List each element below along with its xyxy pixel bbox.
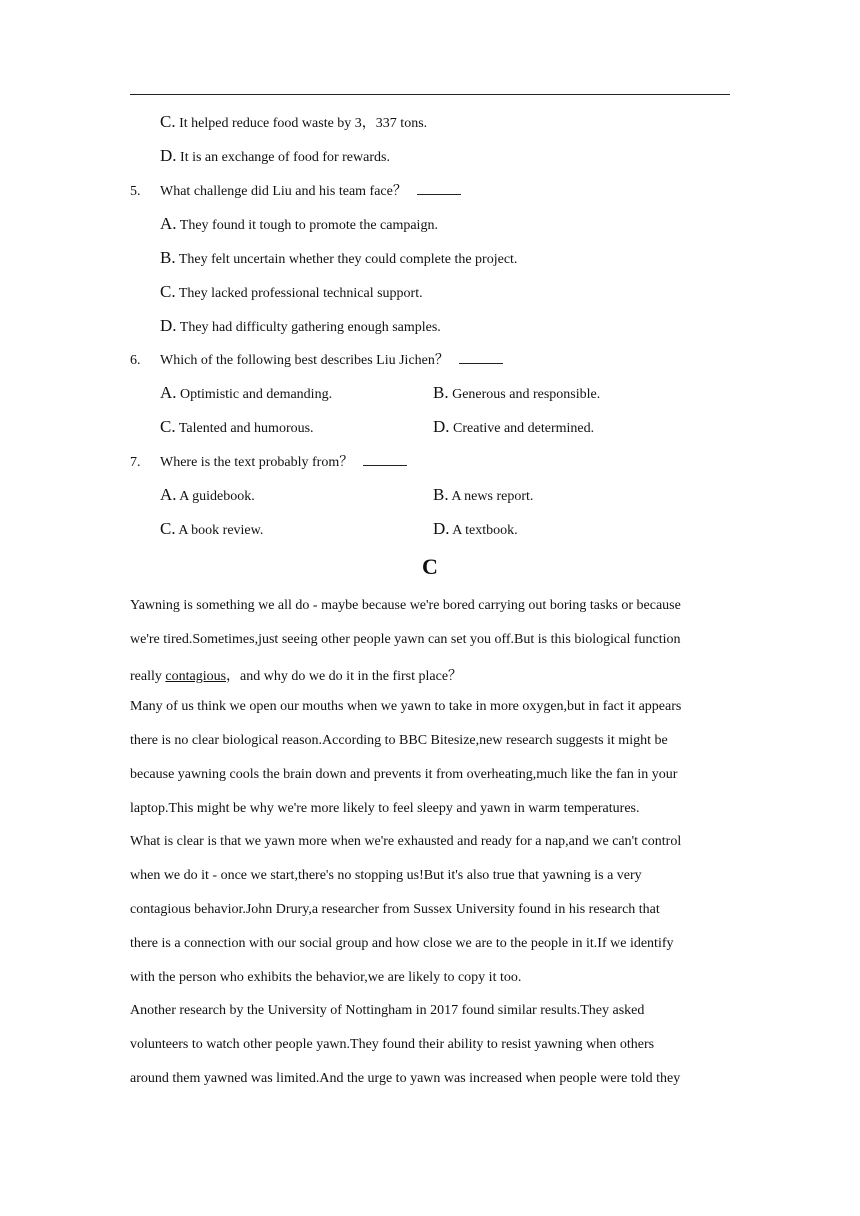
- passage-text: ，and why do we do it in the first place？: [226, 669, 463, 684]
- option-a: [160, 214, 438, 234]
- answer-blank[interactable]: [459, 353, 503, 364]
- passage-line: [130, 665, 730, 685]
- option-letter: D.: [160, 146, 177, 165]
- option-a: [160, 485, 255, 505]
- option-c: [160, 282, 423, 302]
- passage-line: Yawning is something we all do - maybe because we're bored carrying out boring tasks or because: [130, 598, 681, 613]
- underlined-word: contagious: [165, 669, 227, 684]
- option-text: They found it tough to promote the campaign.: [179, 218, 438, 233]
- question-5: [130, 180, 461, 200]
- option-b: [160, 248, 517, 268]
- passage-line: Another research by the University of Nottingham in 2017 found similar results.They asked: [130, 1003, 645, 1018]
- option-text: A book review.: [178, 523, 264, 538]
- option-b: [433, 485, 533, 505]
- passage-line: because yawning cools the brain down and prevents it from overheating,much like the fan in your: [130, 767, 678, 782]
- option-text: A guidebook.: [179, 489, 255, 504]
- option-letter: B.: [433, 383, 449, 402]
- question-text: Where is the text probably from？: [160, 455, 354, 470]
- option-letter: A.: [160, 383, 177, 402]
- option-letter: C.: [160, 282, 176, 301]
- option-letter: B.: [433, 485, 449, 504]
- passage-line: with the person who exhibits the behavior,we are likely to copy it too.: [130, 970, 522, 985]
- question-number: 5.: [130, 184, 141, 199]
- option-text: It helped reduce food waste by 3，337 tons.: [179, 116, 428, 131]
- option-c: [160, 519, 263, 539]
- option-letter: A.: [160, 485, 177, 504]
- passage-line: contagious behavior.John Drury,a researcher from Sussex University found in his research that: [130, 902, 660, 917]
- option-d: [433, 417, 594, 437]
- question-number: 7.: [130, 455, 141, 470]
- passage-line: laptop.This might be why we're more likely to feel sleepy and yawn in warm temperatures.: [130, 801, 640, 816]
- header-rule: [130, 94, 730, 95]
- question-6: [130, 349, 503, 369]
- option-text: They had difficulty gathering enough samples.: [179, 320, 441, 335]
- option-letter: C.: [160, 417, 176, 436]
- passage-line: What is clear is that we yawn more when we're exhausted and ready for a nap,and we can't control: [130, 834, 682, 849]
- question-7: [130, 451, 407, 471]
- option-d: [160, 146, 390, 166]
- option-letter: B.: [160, 248, 176, 267]
- question-text: What challenge did Liu and his team face？: [160, 184, 407, 199]
- option-text: It is an exchange of food for rewards.: [180, 150, 390, 165]
- option-text: Creative and determined.: [453, 421, 595, 436]
- option-letter: A.: [160, 214, 177, 233]
- option-text: A textbook.: [452, 523, 518, 538]
- option-text: Optimistic and demanding.: [180, 387, 333, 402]
- question-text: Which of the following best describes Liu Jichen？: [160, 353, 449, 368]
- option-letter: C.: [160, 112, 176, 131]
- section-heading: C: [422, 554, 438, 579]
- option-text: Talented and humorous.: [178, 421, 314, 436]
- option-c: [160, 417, 314, 437]
- option-letter: D.: [160, 316, 177, 335]
- option-text: They felt uncertain whether they could complete the project.: [178, 252, 518, 267]
- option-letter: D.: [433, 417, 450, 436]
- option-text: They lacked professional technical support.: [178, 286, 423, 301]
- option-text: A news report.: [451, 489, 534, 504]
- option-text: Generous and responsible.: [452, 387, 601, 402]
- answer-blank[interactable]: [417, 184, 461, 195]
- passage-line: when we do it - once we start,there's no stopping us!But it's also true that yawning is a very: [130, 868, 642, 883]
- option-d: [160, 316, 441, 336]
- option-d: [433, 519, 518, 539]
- option-letter: D.: [433, 519, 450, 538]
- question-number: 6.: [130, 353, 141, 368]
- answer-blank[interactable]: [363, 455, 407, 466]
- passage-line: we're tired.Sometimes,just seeing other people yawn can set you off.But is this biological function: [130, 632, 681, 647]
- passage-line: Many of us think we open our mouths when we yawn to take in more oxygen,but in fact it appears: [130, 699, 682, 714]
- option-a: [160, 383, 332, 403]
- passage-line: around them yawned was limited.And the urge to yawn was increased when people were told they: [130, 1071, 681, 1086]
- passage-line: volunteers to watch other people yawn.They found their ability to resist yawning when others: [130, 1037, 655, 1052]
- option-letter: C.: [160, 519, 176, 538]
- passage-line: there is no clear biological reason.According to BBC Bitesize,new research suggests it might be: [130, 733, 668, 748]
- option-b: [433, 383, 600, 403]
- passage-line: there is a connection with our social group and how close we are to the people in it.If we identify: [130, 936, 674, 951]
- option-c: [160, 112, 427, 132]
- passage-text: really: [130, 669, 166, 684]
